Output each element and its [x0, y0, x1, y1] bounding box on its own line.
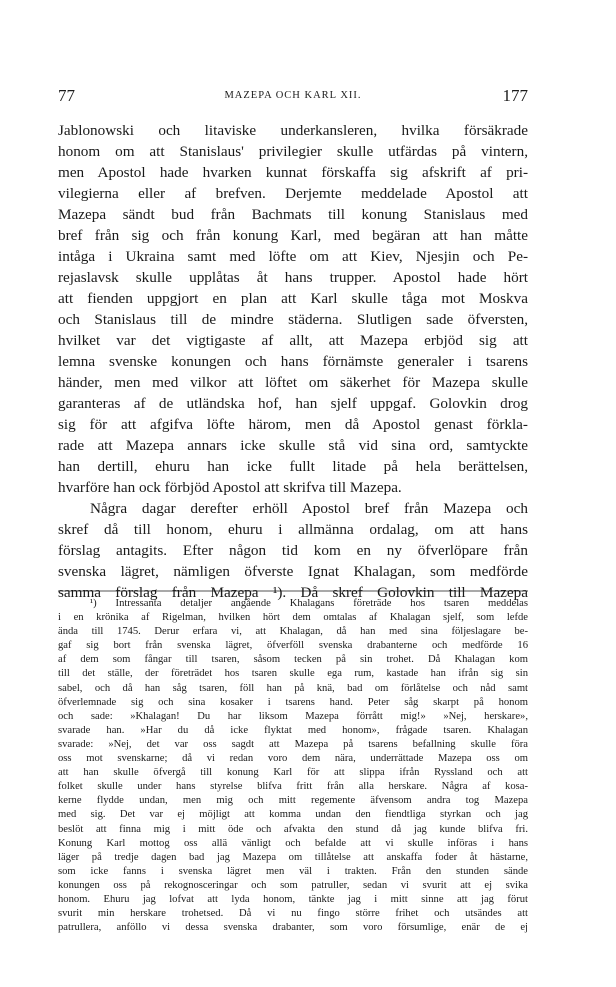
- text-line: Mazepa sändt bud från Bachmats till konung Stanislaus med: [58, 206, 528, 223]
- footnote-line: svarade: »Nej, det var oss sagdt att Mazepa på tsarens befallning skulle föra: [58, 738, 528, 750]
- text-line: men Apostol hade hvarken kunnat förskaffa sig afskrift af pri-: [58, 164, 528, 181]
- footnote-line: till det ställe, der företrädet hos tsaren skulle ega rum, kastade han ifrån sig sin: [58, 668, 528, 680]
- text-line: rejaslavsk skulle upplåtas åt hans trupper. Apostol hade hört: [58, 269, 528, 286]
- footnote-line: läger på tredje dagen bad jag Mazepa om tillåtelse att anskaffa foder åt hästarne,: [58, 851, 528, 863]
- footnote-line: som icke fanns i svenska lägret men väl i trakten. Från den stunden sände: [58, 865, 528, 877]
- header-left-number: 77: [58, 86, 75, 105]
- footnote-line: svurit min herskare trohetsed. Då vi nu fingo större frihet och utsändes att: [58, 908, 528, 920]
- text-line: bref från sig och från konung Karl, med begäran att han måtte: [58, 227, 528, 244]
- footnote: [58, 597, 528, 935]
- text-line: garanteras af de utländska hof, han sjelf uppgaf. Golovkin drog: [58, 395, 528, 412]
- footnote-line: ända till 1745. Derur erfara vi, att Khalagan, då han med sina följeslagare be-: [58, 626, 528, 638]
- footnote-line: folket skulle under hans styrelse blifva fritt från alla herskare. Några af kosa-: [58, 781, 528, 793]
- text-line: Jablonowski och litaviske underkansleren, hvilka försäkrade: [58, 122, 528, 139]
- text-line: att fienden uppgjort en plan att Karl skulle tåga mot Moskva: [58, 290, 528, 307]
- text-line: förslag antagits. Efter någon tid kom en ny öfverlöpare från: [58, 542, 528, 559]
- text-line: hvarföre han ock förbjöd Apostol att skrifva till Mazepa.: [58, 479, 402, 496]
- footnote-line: patrullera, anföllo vi dessa svenska drabanter, som voro försumlige, enär de ej: [58, 922, 528, 934]
- footnote-line: i en krönika af Rigelman, hvilken hört dem omtalas af Khalagan sjelf, som lefde: [58, 612, 528, 624]
- text-line: han dertill, ehuru han icke fullt litade på hela berättelsen,: [58, 458, 528, 475]
- footnote-line: oss mot svenskarne; då vi redan voro dem nära, underrättade Mazepa oss om: [58, 753, 528, 765]
- text-line: händer, men med vilkor att löftet om säkerhet för Mazepa skulle: [58, 374, 528, 391]
- footnote-line: svarade han. »Har du då icke flyktat med honom», frågade tsaren. Khalagan: [58, 724, 528, 736]
- main-text: [58, 120, 528, 603]
- text-line: lemna svenske konungen och hans förnämste generaler i tsarens: [58, 353, 528, 370]
- footnote-line: att han skulle öfvergå till konung Karl för att slippa ifrån Ryssland och att: [58, 767, 528, 779]
- footnote-line: beslöt att finna mig i mitt öde och afvakta den stund då jag kunde blifva fri.: [58, 823, 528, 835]
- text-line: sig för att afgifva löfte härom, men då Apostol genast förkla-: [58, 416, 528, 433]
- text-line: och Stanislaus till de mindre städerna. Slutligen sade öfversten,: [58, 311, 528, 328]
- running-title: MAZEPA OCH KARL XII.: [224, 90, 362, 101]
- footnote-line: Konung Karl mottog oss allä vänligt och befalde att vi skulle införas i hans: [58, 837, 528, 849]
- page-number: 177: [502, 86, 528, 105]
- text-line: honom om att Stanislaus' privilegier skulle utfärdas på vintern,: [58, 143, 528, 160]
- footnote-line: kerne flydde undan, men mig och mitt regemente äfvensom andra tog Mazepa: [58, 795, 528, 807]
- footnote-divider: [58, 590, 528, 592]
- footnote-line: af dem som fångar till tsaren, såsom tecken på sin trohet. Då Khalagan kom: [58, 654, 528, 666]
- footnote-line: sabel, och då han såg tsaren, föll han på knä, bad om förlåtelse och nåd samt: [58, 682, 528, 694]
- text-line: vilegierna eller af brefven. Derjemte meddelade Apostol att: [58, 185, 528, 202]
- text-line: samma förslag från Mazepa ¹). Då skref Golovkin till Mazepa: [58, 584, 528, 601]
- text-line: intåga i Ukraina samt med löfte om att Kiev, Njesjin och Pe-: [58, 248, 528, 265]
- text-line: hvilket var det vigtigaste af allt, att Mazepa erbjöd sig att: [58, 332, 528, 349]
- footnote-line: honom. Ehuru jag lofvat att lyda honom, tänkte jag i mitt sinne att jag förut: [58, 893, 528, 905]
- footnote-line: öfverlemnade sig och sina kosaker i tsarens hand. Peter såg skarpt på honom: [58, 696, 528, 708]
- text-line: skref då till honom, ehuru i allmänna ordalag, om att hans: [58, 521, 528, 538]
- text-line: Några dagar derefter erhöll Apostol bref från Mazepa och: [90, 500, 528, 517]
- footnote-line: ¹) Intressanta detaljer angående Khalagans företräde hos tsaren meddelas: [90, 598, 528, 609]
- text-line: svenska lägret, nämligen öfverste Ignat Khalagan, som medförde: [58, 563, 528, 580]
- footnote-line: och sade: »Khalagan! Du har liksom Mazepa förrått mig!» »Nej, herskare»,: [58, 710, 528, 722]
- footnote-line: konungen oss på rekognosceringar och som patruller, sedan vi svurit att ej svika: [58, 879, 528, 891]
- footnote-line: med sig. Det var ej möjligt att komma undan den fiendtliga styrkan och jag: [58, 809, 528, 821]
- running-header: [58, 86, 528, 110]
- text-line: rade att Mazepa annars icke skulle stå vid sina ord, samtyckte: [58, 437, 528, 454]
- footnote-line: gaf sig bort från svenska lägret, öfverföll svenska drabanterne och medförde 16: [58, 640, 528, 652]
